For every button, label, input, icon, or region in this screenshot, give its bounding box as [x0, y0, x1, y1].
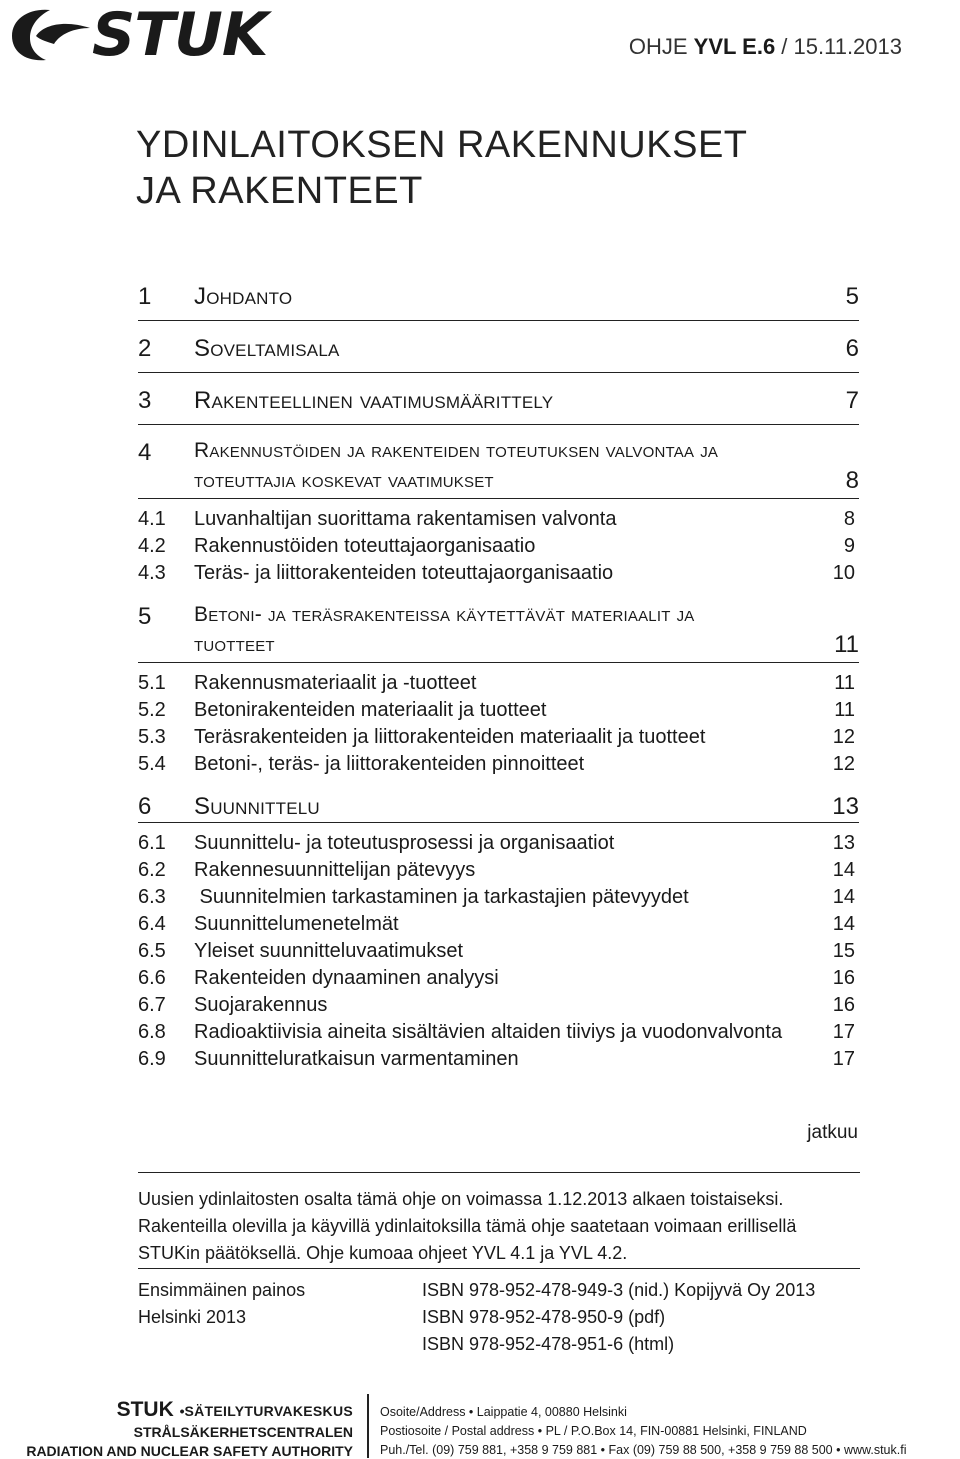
validity-note: Uusien ydinlaitosten osalta tämä ohje on voimassa 1.12.2013 alkaen toistaiseksi. Rakenteilla olevilla ja käyvillä ydinlaitoksilla tämä ohje saatetaan voimaan erillisellä STUKin päätöksellä. Ohje kumoaa ohjeet YVL 4.1 ja YVL 4.2.: [138, 1189, 797, 1263]
doc-code: YVL E.6: [693, 34, 776, 59]
footer-agency-name: STUK •SÄTEILYTURVAKESKUS: [116, 1398, 353, 1421]
toc-section-3[interactable]: 3 Rakenteellinen vaatimusmäärittely 7: [138, 384, 859, 425]
toc-subsection-4-1[interactable]: 4.1 Luvanhaltijan suorittama rakentamisen valvonta 8: [138, 508, 855, 530]
toc-subsection-6-4[interactable]: 6.4 Suunnittelumenetelmät 14: [138, 913, 855, 935]
toc-subsection-6-5[interactable]: 6.5 Yleiset suunnitteluvaatimukset 15: [138, 940, 855, 962]
toc-section-1[interactable]: 1 Johdanto 5: [138, 280, 859, 321]
toc-subsection-4-3[interactable]: 4.3 Teräs- ja liittorakenteiden toteuttajaorganisaatio 10: [138, 562, 855, 584]
footer-divider: [367, 1394, 369, 1458]
toc-subsection-5-4[interactable]: 5.4 Betoni-, teräs- ja liittorakenteiden pinnoitteet 12: [138, 753, 855, 775]
toc-subsection-6-7[interactable]: 6.7 Suojarakennus 16: [138, 994, 855, 1016]
stuk-emblem-icon: [8, 6, 98, 66]
page-title: YDINLAITOKSEN RAKENNUKSET JA RAKENTEET: [136, 124, 748, 212]
toc-subsection-6-1[interactable]: 6.1 Suunnittelu- ja toteutusprosessi ja organisaatiot 13: [138, 832, 855, 854]
toc-subsection-4-2[interactable]: 4.2 Rakennustöiden toteuttajaorganisaatio 9: [138, 535, 855, 557]
footer-agency-en: RADIATION AND NUCLEAR SAFETY AUTHORITY: [26, 1443, 353, 1459]
toc-section-4[interactable]: 4 Rakennustöiden ja rakenteiden toteutuksen valvontaa ja toteuttajia koskevat vaatimukset 8: [138, 436, 859, 499]
footer-agency-sv: STRÅLSÄKERHETSCENTRALEN: [133, 1424, 353, 1440]
toc-subsection-6-2[interactable]: 6.2 Rakennesuunnittelijan pätevyys 14: [138, 859, 855, 881]
toc-section-6[interactable]: 6 Suunnittelu 13: [138, 792, 859, 823]
toc-subsection-6-3[interactable]: 6.3 Suunnitelmien tarkastaminen ja tarkastajien pätevyydet 14: [138, 886, 855, 908]
footer-address: Osoite/Address • Laippatie 4, 00880 Helsinki: [380, 1405, 627, 1419]
toc-subsection-5-1[interactable]: 5.1 Rakennusmateriaalit ja -tuotteet 11: [138, 672, 855, 694]
toc-subsection-6-8[interactable]: 6.8 Radioaktiivisia aineita sisältävien altaiden tiiviys ja vuodonvalvonta 17: [138, 1021, 855, 1043]
toc-subsection-5-3[interactable]: 5.3 Teräsrakenteiden ja liittorakenteiden materiaalit ja tuotteet 12: [138, 726, 855, 748]
toc-subsection-6-6[interactable]: 6.6 Rakenteiden dynaaminen analyysi 16: [138, 967, 855, 989]
footer-postal-address: Postiosoite / Postal address • PL / P.O.Box 14, FIN-00881 Helsinki, FINLAND: [380, 1424, 807, 1438]
toc-subsection-6-9[interactable]: 6.9 Suunnitteluratkaisun varmentaminen 17: [138, 1048, 855, 1070]
logo-wordmark: STUK: [92, 0, 268, 70]
toc-section-5[interactable]: 5 Betoni- ja teräsrakenteissa käytettävät materiaalit ja tuotteet 11: [138, 600, 859, 663]
toc-section-2[interactable]: 2 Soveltamisala 6: [138, 332, 859, 373]
document-id: OHJE YVL E.6 / 15.11.2013: [628, 34, 902, 59]
edition-info: Ensimmäinen painos Helsinki 2013: [138, 1280, 306, 1327]
continues-label: jatkuu: [807, 1122, 858, 1143]
toc-subsection-5-2[interactable]: 5.2 Betonirakenteiden materiaalit ja tuotteet 11: [138, 699, 855, 721]
footer-contact: Puh./Tel. (09) 759 881, +358 9 759 881 • Fax (09) 759 88 500, +358 9 759 88 500 • www.stuk.fi: [380, 1443, 907, 1457]
divider: [138, 1268, 860, 1269]
divider: [138, 1172, 860, 1173]
isbn-list: ISBN 978-952-478-949-3 (nid.) Kopijyvä Oy 2013 ISBN 978-952-478-950-9 (pdf) ISBN 978-952-478-951-6 (html): [422, 1280, 816, 1354]
stuk-logo: [8, 0, 268, 70]
